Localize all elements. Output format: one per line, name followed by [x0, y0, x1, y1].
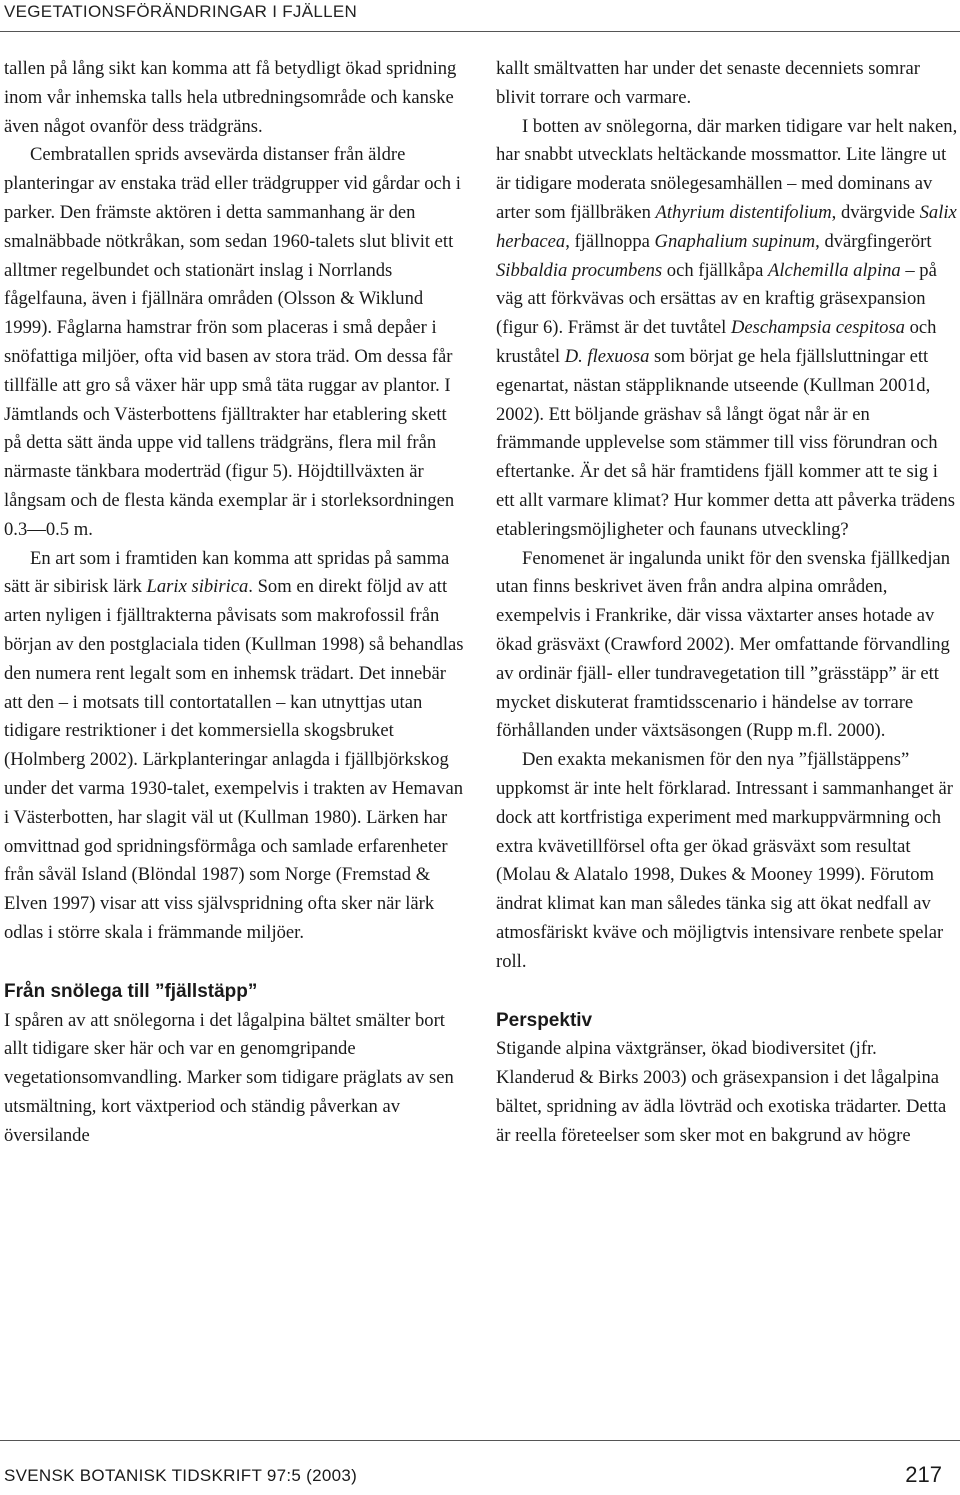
section-heading: Från snölega till ”fjällstäpp”	[4, 980, 258, 1002]
species-name: Gnaphalium supinum	[654, 230, 816, 252]
section-snolega	[4, 978, 466, 1151]
page-number: 217	[905, 1462, 942, 1487]
species-name: Larix sibirica	[146, 576, 249, 598]
body-paragraph: tallen på lång sikt kan komma att få betydligt ökad spridning inom vår inhemska talls hela utbredningsområde och kanske även något ovanför dess trädgräns.	[4, 58, 457, 137]
species-name: Deschampsia cespitosa	[730, 317, 905, 339]
header-rule	[0, 31, 960, 32]
journal-citation: SVENSK BOTANISK TIDSKRIFT 97:5 (2003)	[4, 1466, 358, 1485]
body-paragraph: Fenomenet är ingalunda unikt för den svenska fjällkedjan utan finns beskrivet även från andra alpina områden, exempelvis i Frankrike, där vissa växtarter anses hotade av ökad gräsväxt (Crawford 2002). Mer omfattande förvandling av ordinär fjäll- eller tundravegetation till ”grässtäpp” är ett mycket diskuterat framtidsscenario i händelse av torrare förhållanden under växtsäsongen (Rupp m.fl. 2000).	[496, 547, 951, 742]
species-name: Sibbaldia procumbens	[496, 259, 663, 281]
running-head: VEGETATIONSFÖRÄNDRINGAR I FJÄLLEN	[4, 2, 358, 21]
species-name: Athyrium distentifolium	[655, 201, 832, 223]
body-paragraph: Cembratallen sprids avsevärda distanser från äldre planteringar av enstaka träd eller trädgrupper vid gårdar och i parker. Den främste aktören i detta sammanhang är den smalnäbbade nötkråkan, som sedan 1960-talets slut blivit ett alltmer regelbundet och stationärt inslag i Norrlands fågelfauna, även i fjällnära områden (Olsson & Wiklund 1999). Fåglarna hamstrar frön som placeras i små depåer i snöfattiga miljöer, ofta vid basen av stora träd. Om dessa får tillfälle att gro så växer här upp små täta ruggar av plantor. I Jämtlands och Västerbottens fjälltrakter har etablering skett på detta sätt ända uppe vid tallens trädgräns, flera mil från närmaste tänkbara moderträd (figur 5). Höjdtillväxten är långsam och de flesta kända exemplar är i storleksordningen 0.3—0.5 m.	[4, 144, 461, 540]
section-paragraph: Stigande alpina växtgränser, ökad biodiversitet (jfr. Klanderud & Birks 2003) och gräsexpansion i det lågalpina bältet, spridning av ädla lövträd och exotiska trädarter. Detta är reella företeelser som sker mot en bakgrund av högre	[496, 1038, 947, 1146]
body-paragraph: kallt smältvatten har under det senaste decenniets somrar blivit torrare och varmare.	[496, 58, 920, 108]
left-column	[4, 55, 466, 1150]
species-name: Alchemilla alpina	[767, 259, 901, 281]
footer-rule	[0, 1440, 960, 1441]
section-paragraph: I spåren av att snölegorna i det lågalpina bältet smälter bort allt tidigare sker här och var en genomgripande vegetationsomvandling. Marker som tidigare präglats av sen utsmältning, kort växtperiod och ständig påverkan av översilande	[4, 1009, 454, 1146]
section-perspektiv	[496, 1007, 958, 1151]
body-paragraph: Den exakta mekanismen för den nya ”fjällstäppens” uppkomst är inte helt förklarad. Intressant i sammanhanget är dock att kortfristiga experiment med markuppvärmning och extra kvävetillförsel ofta ger ökad gräsväxt som resultat (Molau & Alatalo 1998, Dukes & Mooney 1999). Förutom ändrat klimat kan man således tänka sig att ökat nedfall av atmosfäriskt kväve och möjligtvis intensivare renbete spelar roll.	[496, 749, 953, 972]
body-paragraph: I botten av snölegorna, där marken tidigare var helt naken, har snabbt utvecklats heltäckande mossmattor. Lite längre ut är tidigare moderata snölegesamhällen – med dominans av arter som fjällbräken Athyrium distentifolium, dvärgvide Salix herbacea, fjällnoppa Gnaphalium supinum, dvärgfingerört Sibbaldia procumbens och fjällkåpa Alchemilla alpina – på väg att förkvävas och ersättas av en kraftig gräsexpansion (figur 6). Främst är det tuvtåtel Deschampsia cespitosa och kruståtel D. flexuosa som börjat ge hela fjällsluttningar ett egenartat, nästan stäppliknande utseende (Kullman 2001d, 2002). Ett böljande gräshav så långt ögat når är en främmande upplevelse som stämmer till viss förundran och eftertanke. Är det så här framtidens fjäll kommer att te sig i ett allt varmare klimat? Hur kommer detta att påverka trädens etableringsmöjligheter och faunans utveckling?	[496, 115, 958, 540]
species-name: D. flexuosa	[564, 345, 650, 367]
body-paragraph: En art som i framtiden kan komma att spridas på samma sätt är sibirisk lärk Larix sibirica. Som en direkt följd av att arten nyligen i fjälltrakterna påvisats som makrofossil från början av den postglaciala tiden (Kullman 1998) så behandlas den numera rent legalt som en inhemsk trädart. Det innebär att den – i motsats till contortatallen – kan utnyttjas utan tidigare restriktioner i det kommersiella skogsbruket (Holmberg 2002). Lärkplanteringar anlagda i fjällbjörkskog under det varma 1930-talet, exempelvis i trakten av Hemavan i Västerbotten, har slagit väl ut (Kullman 1980). Lärken har omvittnad god spridningsförmåga och samlade erfarenheter från såväl Island (Blöndal 1987) som Norge (Fremstad & Elven 1997) visar att viss självspridning ofta sker när lärk odlas i större skala i främmande miljöer.	[4, 547, 464, 943]
right-column	[496, 55, 958, 1150]
species-name: Salix herbacea	[496, 201, 957, 252]
section-heading: Perspektiv	[496, 1009, 593, 1031]
